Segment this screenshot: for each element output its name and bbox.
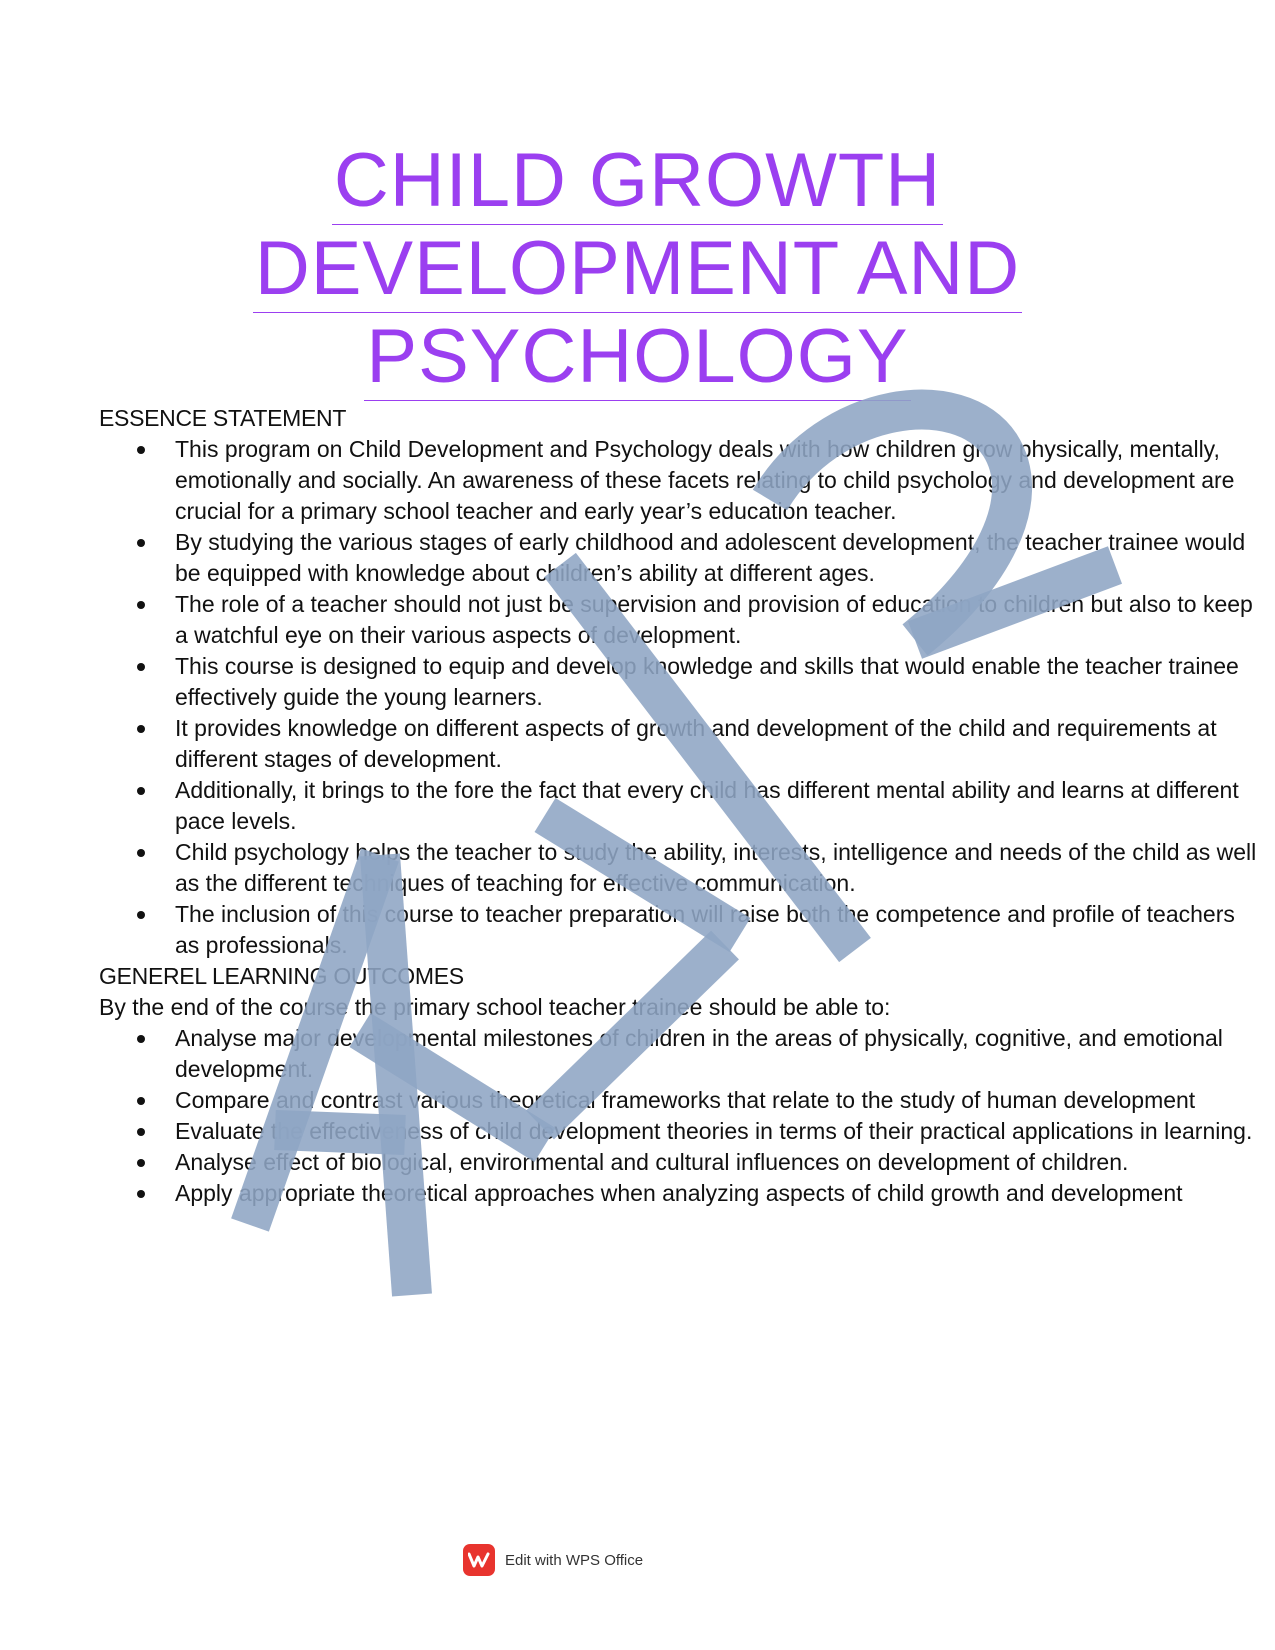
bullet-icon <box>137 787 145 795</box>
list-item-text: Analyse effect of biological, environmental and cultural influences on development of children. <box>175 1149 1129 1175</box>
bullet-icon <box>137 1097 145 1105</box>
bullet-icon <box>137 1128 145 1136</box>
title-line-3: PSYCHOLOGY <box>366 314 909 399</box>
list-item <box>99 775 1259 837</box>
list-item <box>99 837 1259 899</box>
list-item <box>99 589 1259 651</box>
list-item-text: The role of a teacher should not just be supervision and provision of education to children but also to keep a watchful eye on their various aspects of development. <box>175 591 1253 648</box>
list-item <box>99 651 1259 713</box>
list-item <box>99 899 1259 961</box>
list-item <box>99 1178 1259 1209</box>
list-item-text: This program on Child Development and Psychology deals with how children grow physically, mentally, emotionally and socially. An awareness of these facets relating to child psychology and development are crucial for a primary school teacher and early year’s education teacher. <box>175 436 1235 524</box>
bullet-icon <box>137 1159 145 1167</box>
essence-list <box>99 434 1259 961</box>
wps-edit-link[interactable]: Edit with WPS Office <box>505 1551 644 1569</box>
bullet-icon <box>137 1035 145 1043</box>
list-item-text: Analyse major developmental milestones of children in the areas of physically, cognitive, and emotional development. <box>175 1025 1223 1082</box>
list-item-text: It provides knowledge on different aspects of growth and development of the child and requirements at different stages of development. <box>175 715 1217 772</box>
wps-footer[interactable] <box>463 1544 643 1576</box>
document-body <box>99 403 1259 1209</box>
list-item-text: The inclusion of this course to teacher preparation will raise both the competence and profile of teachers as professionals. <box>175 901 1235 958</box>
list-item-text: Additionally, it brings to the fore the fact that every child has different mental ability and learns at different pace levels. <box>175 777 1239 834</box>
bullet-icon <box>137 911 145 919</box>
outcomes-intro: By the end of the course the primary school teacher trainee should be able to: <box>99 994 891 1020</box>
list-item <box>99 1116 1259 1147</box>
wps-office-logo-icon[interactable] <box>463 1544 495 1576</box>
list-item-text: Compare and contrast various theoretical frameworks that relate to the study of human development <box>175 1087 1196 1113</box>
document-title <box>0 138 1275 402</box>
outcomes-list <box>99 1023 1259 1209</box>
list-item <box>99 434 1259 527</box>
bullet-icon <box>137 725 145 733</box>
list-item-text: Evaluate the effectiveness of child development theories in terms of their practical applications in learning. <box>175 1118 1253 1144</box>
bullet-icon <box>137 446 145 454</box>
list-item-text: Child psychology helps the teacher to study the ability, interests, intelligence and needs of the child as well as the different techniques of teaching for effective communication. <box>175 839 1257 896</box>
bullet-icon <box>137 601 145 609</box>
list-item <box>99 527 1259 589</box>
title-line-2: DEVELOPMENT AND <box>254 226 1021 311</box>
list-item <box>99 1147 1259 1178</box>
bullet-icon <box>137 539 145 547</box>
bullet-icon <box>137 1190 145 1198</box>
list-item-text: By studying the various stages of early childhood and adolescent development, the teacher trainee would be equipped with knowledge about children’s ability at different ages. <box>175 529 1246 586</box>
outcomes-heading: GENEREL LEARNING OUTCOMES <box>99 963 464 989</box>
list-item <box>99 1023 1259 1085</box>
list-item <box>99 1085 1259 1116</box>
list-item-text: Apply appropriate theoretical approaches when analyzing aspects of child growth and development <box>175 1180 1183 1206</box>
list-item-text: This course is designed to equip and develop knowledge and skills that would enable the teacher trainee effectively guide the young learners. <box>175 653 1239 710</box>
list-item <box>99 713 1259 775</box>
bullet-icon <box>137 663 145 671</box>
bullet-icon <box>137 849 145 857</box>
essence-heading: ESSENCE STATEMENT <box>99 405 347 431</box>
title-line-1: CHILD GROWTH <box>333 138 942 223</box>
